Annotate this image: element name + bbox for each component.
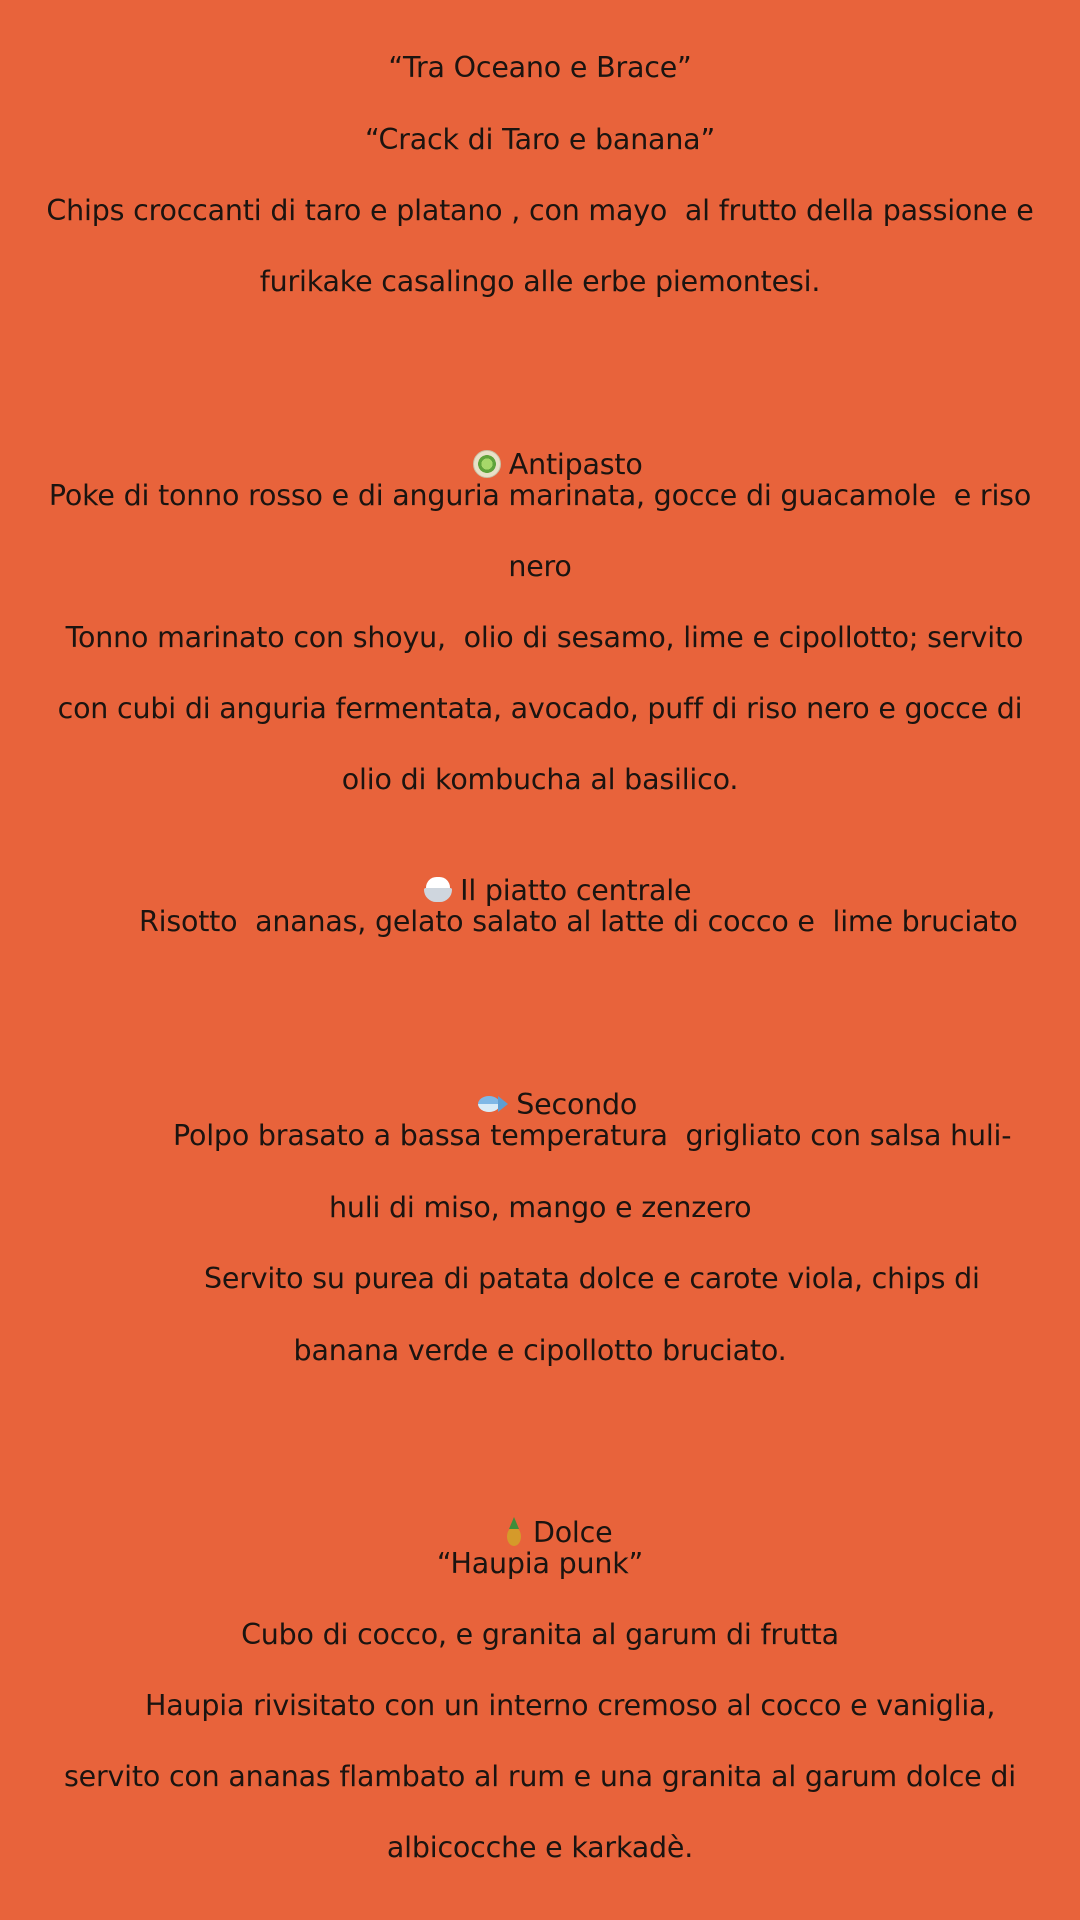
- starter-name: “Crack di Taro e banana”: [364, 123, 716, 156]
- piatto-centrale-heading: Il piatto centrale: [460, 874, 692, 907]
- antipasto-name-line-2: nero: [508, 550, 572, 583]
- rice-bowl-icon: [424, 877, 452, 903]
- secondo-description-line-1: Servito su purea di patata dolce e carote viola, chips di: [204, 1262, 980, 1295]
- starter-description-line-2: furikake casalingo alle erbe piemontesi.: [259, 265, 821, 298]
- fish-icon: [478, 1093, 508, 1115]
- pineapple-icon: [503, 1517, 525, 1547]
- dolce-description-line-1: Haupia rivisitato con un interno cremoso al cocco e vaniglia,: [145, 1689, 996, 1722]
- secondo-heading: Secondo: [516, 1088, 638, 1121]
- antipasto-name-line-1: Poke di tonno rosso e di anguria marinata, gocce di guacamole e riso: [48, 479, 1032, 512]
- menu-title: “Tra Oceano e Brace”: [388, 51, 692, 84]
- secondo-name-line-1: Polpo brasato a bassa temperatura grigliato con salsa huli-: [173, 1119, 1012, 1152]
- piatto-centrale-description: Risotto ananas, gelato salato al latte di cocco e lime bruciato: [139, 905, 1018, 938]
- secondo-name-line-2: huli di miso, mango e zenzero: [329, 1191, 752, 1224]
- antipasto-description-line-1: Tonno marinato con shoyu, olio di sesamo, lime e cipollotto; servito: [56, 621, 1024, 654]
- dolce-subtitle: Cubo di cocco, e granita al garum di frutta: [241, 1618, 839, 1651]
- antipasto-description-line-3: olio di kombucha al basilico.: [341, 763, 739, 796]
- antipasto-description-line-2: con cubi di anguria fermentata, avocado, puff di riso nero e gocce di: [57, 692, 1023, 725]
- green-bowl-icon: [473, 450, 501, 478]
- secondo-description-line-2: banana verde e cipollotto bruciato.: [293, 1334, 787, 1367]
- antipasto-heading: Antipasto: [508, 448, 643, 481]
- dolce-description-line-2: servito con ananas flambato al rum e una granita al garum dolce di: [64, 1760, 1016, 1793]
- starter-description-line-1: Chips croccanti di taro e platano , con mayo al frutto della passione e: [46, 194, 1034, 227]
- dolce-name: “Haupia punk”: [436, 1547, 644, 1580]
- dolce-heading: Dolce: [532, 1516, 613, 1549]
- dolce-description-line-3: albicocche e karkadè.: [386, 1831, 694, 1864]
